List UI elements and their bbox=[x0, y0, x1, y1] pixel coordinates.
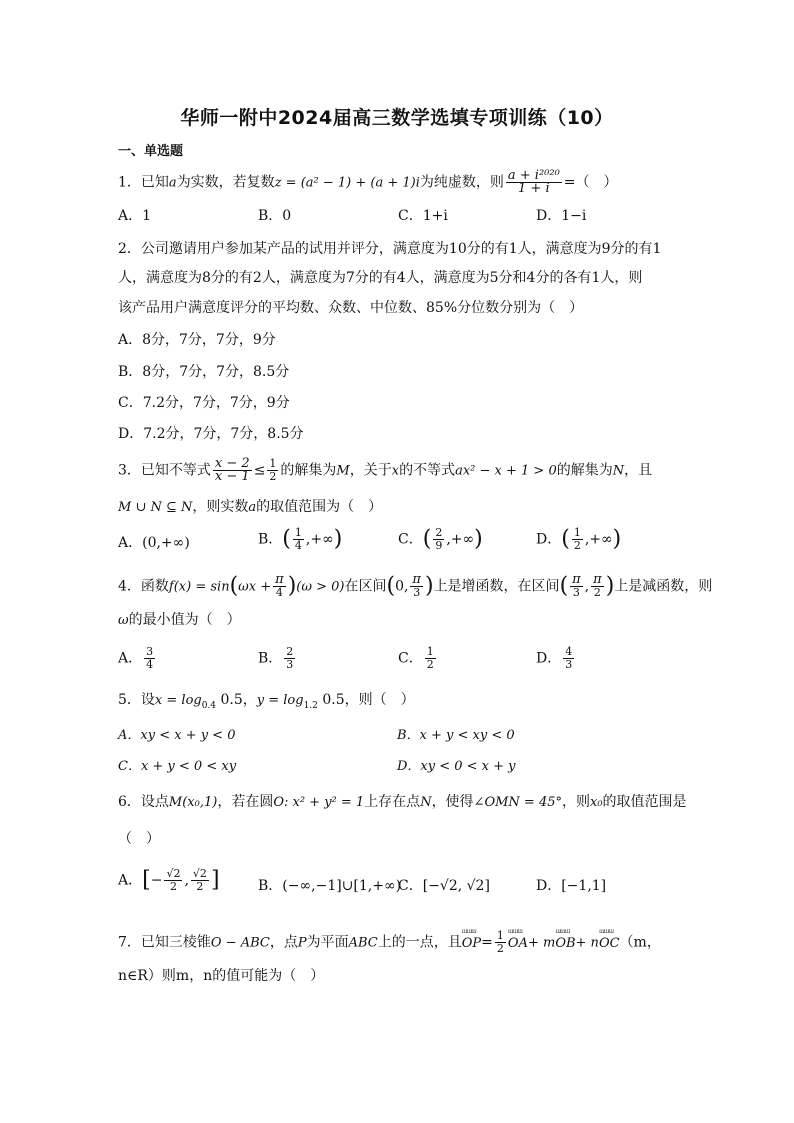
q3-paren: ( bbox=[282, 526, 291, 552]
q3-paren: ( bbox=[561, 526, 570, 552]
q3-option-b[interactable]: B．( $\frac{1}{4}$ ,+∞) bbox=[258, 526, 343, 552]
page-title: 华师一附中2024届高三数学选填专项训练（10） bbox=[180, 107, 614, 129]
q3-text: ，关于 bbox=[349, 462, 392, 479]
q2-option-c[interactable]: C．7.2分，7分，7分，9分 bbox=[118, 395, 290, 411]
q2-line-1: 2．公司邀请用户参加某产品的试用并评分，满意度为10分的有1人，满意度为9分的有1 bbox=[118, 241, 662, 257]
q3-frac-den: 4 bbox=[294, 539, 302, 552]
q5-option-c[interactable]: C．x + y < 0 < xy bbox=[118, 759, 237, 774]
q7-frac-num: 1 bbox=[496, 929, 504, 942]
q5-log-arg: 0.5 bbox=[220, 692, 243, 708]
q6-stem bbox=[118, 792, 687, 813]
q4-frac-den: 3 bbox=[286, 658, 294, 671]
q6-text: ，若在圆 bbox=[217, 794, 274, 810]
q7-var: P bbox=[297, 935, 307, 951]
q4-fraction bbox=[591, 574, 604, 599]
q6-expr: (x₀,1) bbox=[182, 795, 218, 810]
q4-paren: ( bbox=[386, 573, 396, 599]
q7-stem bbox=[118, 930, 661, 955]
q5-option-a[interactable]: A．xy < x + y < 0 bbox=[118, 728, 236, 743]
q3-var: N bbox=[612, 463, 625, 479]
q3-stem-line-2 bbox=[118, 497, 382, 518]
q4-frac-den: 3 bbox=[572, 586, 580, 599]
q4-opta-frac bbox=[144, 646, 155, 671]
q7-text: ，点 bbox=[269, 934, 298, 951]
q6-stem-line-2: （ ） bbox=[118, 831, 160, 847]
q3-frac-den: x − 1 bbox=[214, 469, 250, 484]
q5-text: ，则（ ） bbox=[344, 692, 415, 708]
q3-var: a bbox=[248, 500, 257, 515]
q1-frac-num: a + i²⁰²⁰ bbox=[507, 168, 560, 183]
q1-text: 1．已知 bbox=[118, 174, 169, 191]
q4-frac-den: 2 bbox=[426, 658, 434, 671]
q3-frac-num: 2 bbox=[435, 526, 443, 539]
q4-expr: ωx + bbox=[238, 579, 272, 595]
q5-stem bbox=[118, 690, 415, 716]
q3-expr: M ∪ N ⊆ N bbox=[118, 500, 193, 515]
q1-option-b[interactable]: B．0 bbox=[258, 208, 292, 224]
q4-text: 4．函数 bbox=[118, 578, 169, 595]
q4-cond: (ω > 0) bbox=[296, 579, 345, 595]
q6-expr: ∠OMN = 45° bbox=[473, 795, 562, 810]
q1-text: =（ ） bbox=[563, 174, 618, 191]
q4-fraction bbox=[570, 574, 583, 599]
q3-text: 的解集为 bbox=[556, 462, 613, 479]
q1-fraction bbox=[506, 170, 562, 195]
q3-text: 3．已知不等式 bbox=[118, 462, 211, 479]
q1-stem bbox=[118, 170, 618, 195]
q1-option-d[interactable]: D．1−i bbox=[536, 208, 587, 224]
q1-expr: z = (a² − 1) + (a + 1)i bbox=[274, 175, 420, 191]
q4-text: 的最小值为（ ） bbox=[128, 612, 241, 628]
q4-text: 上是增函数，在区间 bbox=[433, 578, 560, 595]
q7-vector: ɯɯɯ OC bbox=[599, 934, 620, 954]
q5-log-base: 1.2 bbox=[303, 700, 318, 711]
section-heading: 一、单选题 bbox=[118, 144, 184, 159]
q4-expr: f(x) = sin bbox=[168, 579, 230, 595]
q3-paren: ) bbox=[612, 526, 622, 552]
q6-text: 的取值范围是 bbox=[602, 794, 687, 810]
q3-text: 的取值范围为（ ） bbox=[256, 499, 383, 515]
q3-optb-frac bbox=[293, 527, 304, 552]
q4-frac-den: 4 bbox=[146, 658, 154, 671]
q3-text: 的解集为 bbox=[280, 462, 337, 479]
q4-option-d[interactable] bbox=[536, 646, 576, 671]
q4-frac-num: 1 bbox=[426, 645, 434, 658]
q7-text: 上的一点，且 bbox=[377, 934, 462, 951]
q3-expr: ax² − x + 1 > 0 bbox=[455, 463, 557, 479]
q4-var: ω bbox=[118, 613, 129, 628]
q4-frac-den: 4 bbox=[275, 586, 283, 599]
q7-vector: ɯɯɯ OB bbox=[555, 934, 575, 954]
q6-text: 6．设点 bbox=[118, 794, 169, 810]
q4-frac-num: π bbox=[412, 572, 421, 587]
q6-opt-label: A． bbox=[118, 872, 143, 889]
q4-text: 上是减函数，则 bbox=[614, 578, 713, 595]
q1-option-a[interactable]: A．1 bbox=[118, 208, 152, 224]
q6-option-d[interactable]: D．[−1,1] bbox=[536, 878, 607, 894]
q4-optc-frac bbox=[425, 646, 436, 671]
q1-text: 为纯虚数，则 bbox=[419, 174, 504, 191]
q7-eq: = bbox=[481, 934, 493, 951]
q5-expr: x = log bbox=[154, 693, 202, 708]
q4-text: 在区间 bbox=[344, 578, 387, 595]
q7-text: 7．已知三棱锥 bbox=[118, 934, 211, 951]
q6-option-b[interactable]: B．(−∞,−1]∪[1,+∞) bbox=[258, 878, 402, 894]
q3-frac-num: 1 bbox=[573, 526, 581, 539]
q3-optd-frac bbox=[572, 527, 583, 552]
q7-vector: ɯɯɯ OP bbox=[462, 934, 481, 954]
q6-expr: O: x² + y² = 1 bbox=[273, 795, 365, 810]
q3-frac-den: 2 bbox=[269, 470, 277, 483]
q4-frac-den: 3 bbox=[413, 586, 421, 599]
q1-option-c[interactable]: C．1+i bbox=[398, 208, 448, 224]
q3-frac-den: 9 bbox=[435, 539, 443, 552]
q2-line-2: 人，满意度为8分的有2人，满意度为7分的有4人，满意度为5分和4分的各有1人，则 bbox=[118, 270, 643, 286]
q4-frac-den: 2 bbox=[593, 586, 601, 599]
q4-option-a[interactable] bbox=[118, 646, 157, 671]
q6-option-c[interactable]: C．[−√2, √2] bbox=[398, 878, 490, 894]
q5-expr: y = log bbox=[256, 693, 304, 708]
q6-frac-den: 2 bbox=[196, 880, 204, 893]
q6-minus: − bbox=[150, 872, 163, 889]
q4-frac-num: π bbox=[593, 572, 602, 587]
q4-option-c[interactable] bbox=[398, 646, 438, 671]
q6-var: M bbox=[168, 795, 183, 810]
q6-option-a[interactable]: A．[− $\frac{√2}{2}$ , $\frac{√2}{2}$ ] bbox=[118, 867, 220, 893]
q4-frac-num: 4 bbox=[565, 645, 573, 658]
q6-text: 上存在点 bbox=[364, 794, 421, 810]
q6-bracket: ] bbox=[210, 867, 220, 893]
q5-option-d[interactable]: D．xy < 0 < x + y bbox=[397, 759, 516, 774]
q4-optb-frac bbox=[284, 646, 295, 671]
q5-text: ， bbox=[242, 692, 257, 708]
q3-frac-num: x − 2 bbox=[214, 456, 250, 471]
q6-text: ，则 bbox=[562, 794, 590, 810]
q7-var: ABC bbox=[348, 935, 378, 951]
q1-text: 为实数，若复数 bbox=[176, 174, 275, 191]
q3-fraction-1 bbox=[213, 458, 252, 483]
q1-var: a bbox=[168, 175, 177, 191]
q4-opt-label: B． bbox=[258, 650, 283, 667]
q4-frac-num: π bbox=[275, 572, 284, 587]
q5-text: 5．设 bbox=[118, 692, 155, 708]
q3-text: ，则实数 bbox=[192, 499, 249, 515]
q7-text: （m， bbox=[619, 934, 661, 951]
q7-vector: ɯɯɯ OA bbox=[508, 934, 528, 954]
q3-text: 的不等式 bbox=[399, 462, 456, 479]
q4-opt-label: D． bbox=[536, 650, 562, 667]
q7-frac-den: 2 bbox=[496, 942, 504, 955]
q4-expr: 0, bbox=[395, 578, 409, 595]
q2-line-3: 该产品用户满意度评分的平均数、众数、中位数、85%分位数分别为（ ） bbox=[118, 300, 584, 316]
q3-optc-frac bbox=[433, 527, 444, 552]
q3-frac-num: 1 bbox=[294, 526, 302, 539]
q3-frac-num: 1 bbox=[269, 457, 277, 470]
q3-fraction-2 bbox=[267, 458, 278, 483]
q3-paren: ) bbox=[474, 526, 483, 552]
q7-expr: + m bbox=[527, 935, 556, 951]
q3-paren: ( bbox=[422, 526, 432, 552]
q4-stem-line-2 bbox=[118, 610, 241, 631]
q3-option-c[interactable]: C．( $\frac{2}{9}$ ,+∞) bbox=[398, 526, 483, 552]
q7-text: 为平面 bbox=[306, 934, 349, 951]
q3-var: x bbox=[391, 463, 400, 479]
q7-stem-line-2: n∈R）则m，n的值可能为（ ） bbox=[118, 968, 325, 984]
q7-expr: + n bbox=[575, 935, 599, 951]
q3-text: ，且 bbox=[624, 462, 653, 479]
q4-paren: ) bbox=[605, 573, 615, 599]
q3-leq: ≤ bbox=[253, 462, 266, 479]
q4-paren: ) bbox=[287, 573, 297, 599]
q4-frac-num: π bbox=[572, 572, 581, 587]
q4-frac-num: 2 bbox=[286, 645, 294, 658]
q5-log-arg: 0.5 bbox=[322, 692, 345, 708]
q7-expr: O − ABC bbox=[210, 935, 270, 951]
q3-option-a[interactable]: A．(0,+∞) bbox=[118, 535, 190, 551]
q6-frac-den: 2 bbox=[169, 880, 177, 893]
q6-text: ，使得 bbox=[431, 794, 474, 810]
q3-paren: ) bbox=[333, 526, 343, 552]
q5-log-base: 0.4 bbox=[201, 700, 217, 711]
q4-fraction bbox=[273, 574, 286, 599]
q4-paren: ( bbox=[229, 573, 239, 599]
q7-fraction bbox=[495, 930, 506, 955]
q3-frac-den: 2 bbox=[573, 539, 581, 552]
q2-option-b[interactable]: B．8分，7分，7分，8.5分 bbox=[118, 364, 290, 380]
q4-paren: ) bbox=[424, 573, 434, 599]
q6-frac-num: √2 bbox=[192, 867, 207, 880]
q4-optd-frac bbox=[563, 646, 574, 671]
q2-option-d[interactable]: D．7.2分，7分，7分，8.5分 bbox=[118, 426, 304, 442]
q4-fraction bbox=[410, 574, 423, 599]
q3-option-d[interactable]: D．( $\frac{1}{2}$ ,+∞) bbox=[536, 526, 622, 552]
q4-option-b[interactable] bbox=[258, 646, 297, 671]
q1-frac-den: 1 + i bbox=[518, 181, 550, 196]
q4-opt-label: A． bbox=[118, 650, 143, 667]
q4-stem: 4．函数f(x) = sin(ωx + $\frac{\pi}{4}$ )(ω > 0)在区间(0, $\frac{\pi}{3}$ )上是增函数，在区间( $\frac{\pi}{3}$ , $\frac{\pi}{2}$ )上是减函数，则 bbox=[118, 572, 713, 599]
q6-opta-frac bbox=[164, 868, 182, 893]
q5-option-b[interactable]: B．x + y < xy < 0 bbox=[397, 728, 515, 743]
q4-opt-label: C． bbox=[398, 650, 423, 667]
q4-frac-num: 3 bbox=[146, 645, 154, 658]
q6-var: N bbox=[420, 795, 432, 810]
q4-frac-den: 3 bbox=[565, 658, 573, 671]
q6-bracket: [ bbox=[142, 867, 151, 893]
q6-var: x₀ bbox=[590, 795, 603, 810]
q2-option-a[interactable]: A．8分，7分，7分，9分 bbox=[118, 332, 276, 348]
q3-stem bbox=[118, 458, 652, 483]
q6-frac-num: √2 bbox=[166, 867, 181, 880]
q3-var: M bbox=[336, 463, 350, 479]
q6-opta-frac bbox=[191, 868, 209, 893]
q4-paren: ( bbox=[559, 573, 569, 599]
